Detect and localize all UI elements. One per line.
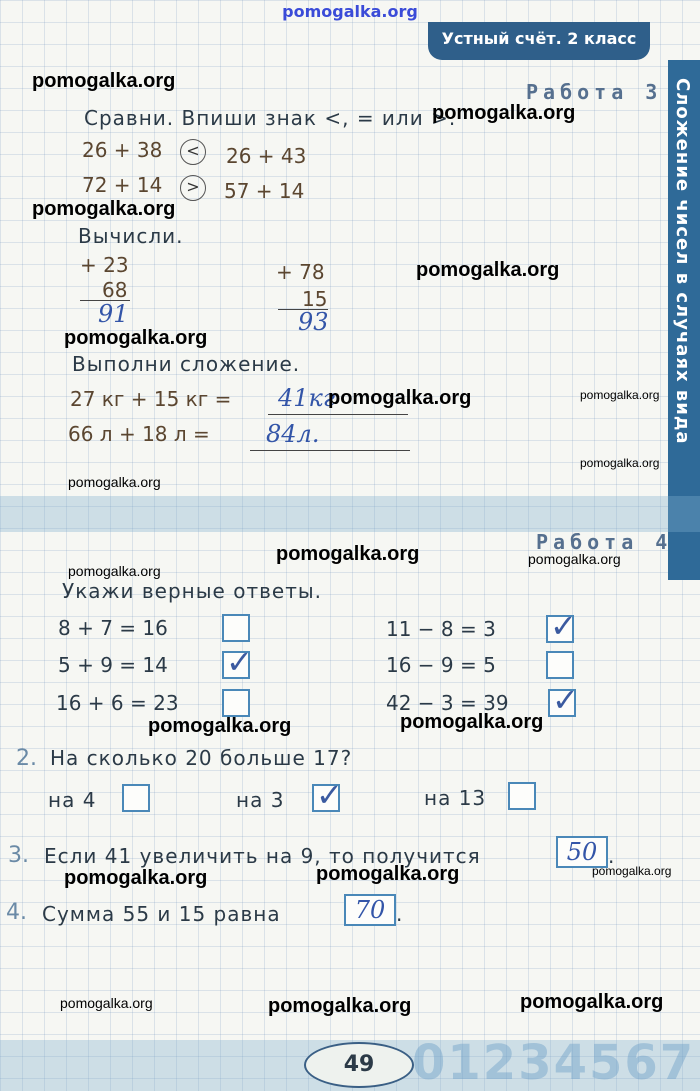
watermark: pomogalka.org	[60, 995, 153, 1011]
task-3-number: 3.	[8, 843, 29, 868]
checkbox-left-2[interactable]	[222, 643, 253, 681]
compare-row-2-sign[interactable]: >	[180, 175, 206, 201]
true-false-right-2: 16 − 9 = 5	[386, 653, 496, 677]
work3-task3-prompt: Выполни сложение.	[72, 352, 301, 376]
checkbox-right-2[interactable]	[546, 651, 574, 679]
checkbox-left-3[interactable]	[222, 689, 250, 717]
column1-result[interactable]: 91	[98, 300, 129, 328]
watermark: pomogalka.org	[148, 715, 292, 737]
watermark: pomogalka.org	[32, 198, 176, 220]
watermark: pomogalka.org	[276, 543, 420, 565]
checkbox-left-1[interactable]	[222, 614, 250, 642]
addition-row-2-answer[interactable]: 84л.	[266, 420, 320, 448]
column2-addend-a: + 78	[276, 260, 325, 284]
task-3-period: .	[608, 844, 616, 868]
option-label-3: на 13	[424, 786, 487, 810]
watermark: pomogalka.org	[316, 863, 460, 885]
option-checkbox-1[interactable]	[122, 784, 150, 812]
watermark: pomogalka.org	[328, 387, 472, 409]
task-4-number: 4.	[6, 900, 27, 925]
watermark: pomogalka.org	[64, 327, 208, 349]
work4-task1-prompt: Укажи верные ответы.	[62, 579, 322, 603]
work4-task2-prompt: На сколько 20 больше 17?	[50, 746, 353, 770]
addition-row-1-answer[interactable]: 41кг	[278, 384, 335, 412]
addition-row-2-line	[250, 450, 410, 451]
footer-digits: 01234567	[412, 1035, 696, 1091]
compare-row-1-left: 26 + 38	[82, 138, 163, 162]
watermark: pomogalka.org	[68, 563, 161, 579]
watermark: pomogalka.org	[592, 864, 672, 878]
watermark: pomogalka.org	[528, 551, 621, 567]
work3-task1-prompt: Сравни. Впиши знак <, = или >.	[84, 106, 457, 130]
column2-result[interactable]: 93	[298, 308, 329, 336]
column1-addend-b: 68	[102, 278, 128, 302]
watermark: pomogalka.org	[416, 259, 560, 281]
task-4-period: .	[396, 902, 404, 926]
page-number: 49	[304, 1042, 414, 1088]
compare-row-1-right: 26 + 43	[226, 144, 307, 168]
addition-row-1-expr: 27 кг + 15 кг =	[70, 387, 232, 411]
watermark: pomogalka.org	[580, 456, 660, 470]
work4-task4-text: Сумма 55 и 15 равна	[42, 902, 281, 926]
compare-row-2-left: 72 + 14	[82, 173, 163, 197]
watermark: pomogalka.org	[520, 991, 664, 1013]
workbook-header: Устный счёт. 2 класс	[428, 22, 650, 60]
answer-box-task-4[interactable]	[344, 894, 396, 926]
column1-addend-a: + 23	[80, 253, 129, 277]
option-label-1: на 4	[48, 788, 97, 812]
compare-row-2-right: 57 + 14	[224, 179, 305, 203]
watermark: pomogalka.org	[64, 867, 208, 889]
true-false-left-2: 5 + 9 = 14	[58, 653, 168, 677]
addition-row-2-expr: 66 л + 18 л =	[68, 422, 210, 446]
section-separator	[0, 496, 700, 532]
checkbox-right-1[interactable]	[546, 607, 577, 645]
work4-task3-text: Если 41 увеличить на 9, то получится	[44, 844, 481, 868]
true-false-right-3: 42 − 3 = 39	[386, 691, 509, 715]
watermark: pomogalka.org	[400, 711, 544, 733]
check-mark-icon: ✓	[552, 681, 579, 719]
work3-task2-prompt: Вычисли.	[78, 224, 184, 248]
column2-addend-b: 15	[302, 287, 328, 311]
option-checkbox-3[interactable]	[508, 782, 536, 810]
option-label-2: на 3	[236, 788, 285, 812]
work-3-title: Работа 3	[526, 80, 663, 104]
compare-row-1-sign[interactable]: <	[180, 139, 206, 165]
true-false-right-1: 11 − 8 = 3	[386, 617, 496, 641]
addition-row-1-line	[268, 414, 408, 415]
task-2-number: 2.	[16, 746, 37, 771]
check-mark-icon: ✓	[226, 643, 253, 681]
option-checkbox-2[interactable]	[312, 776, 343, 814]
chapter-sidebar-text: Сложение чисел в случаях вида	[672, 78, 693, 445]
answer-task-4: 70	[354, 896, 386, 924]
work-4-title: Работа 4	[536, 530, 673, 554]
watermark: pomogalka.org	[32, 70, 176, 92]
check-mark-icon: ✓	[316, 776, 343, 814]
watermark: pomogalka.org	[580, 388, 660, 402]
watermark: pomogalka.org	[68, 474, 161, 490]
site-label-top[interactable]: pomogalka.org	[282, 2, 418, 21]
true-false-left-1: 8 + 7 = 16	[58, 616, 168, 640]
answer-task-3: 50	[566, 838, 598, 866]
checkbox-right-3[interactable]	[548, 681, 579, 719]
watermark: pomogalka.org	[432, 102, 576, 124]
check-mark-icon: ✓	[550, 607, 577, 645]
watermark: pomogalka.org	[268, 995, 412, 1017]
true-false-left-3: 16 + 6 = 23	[56, 691, 179, 715]
